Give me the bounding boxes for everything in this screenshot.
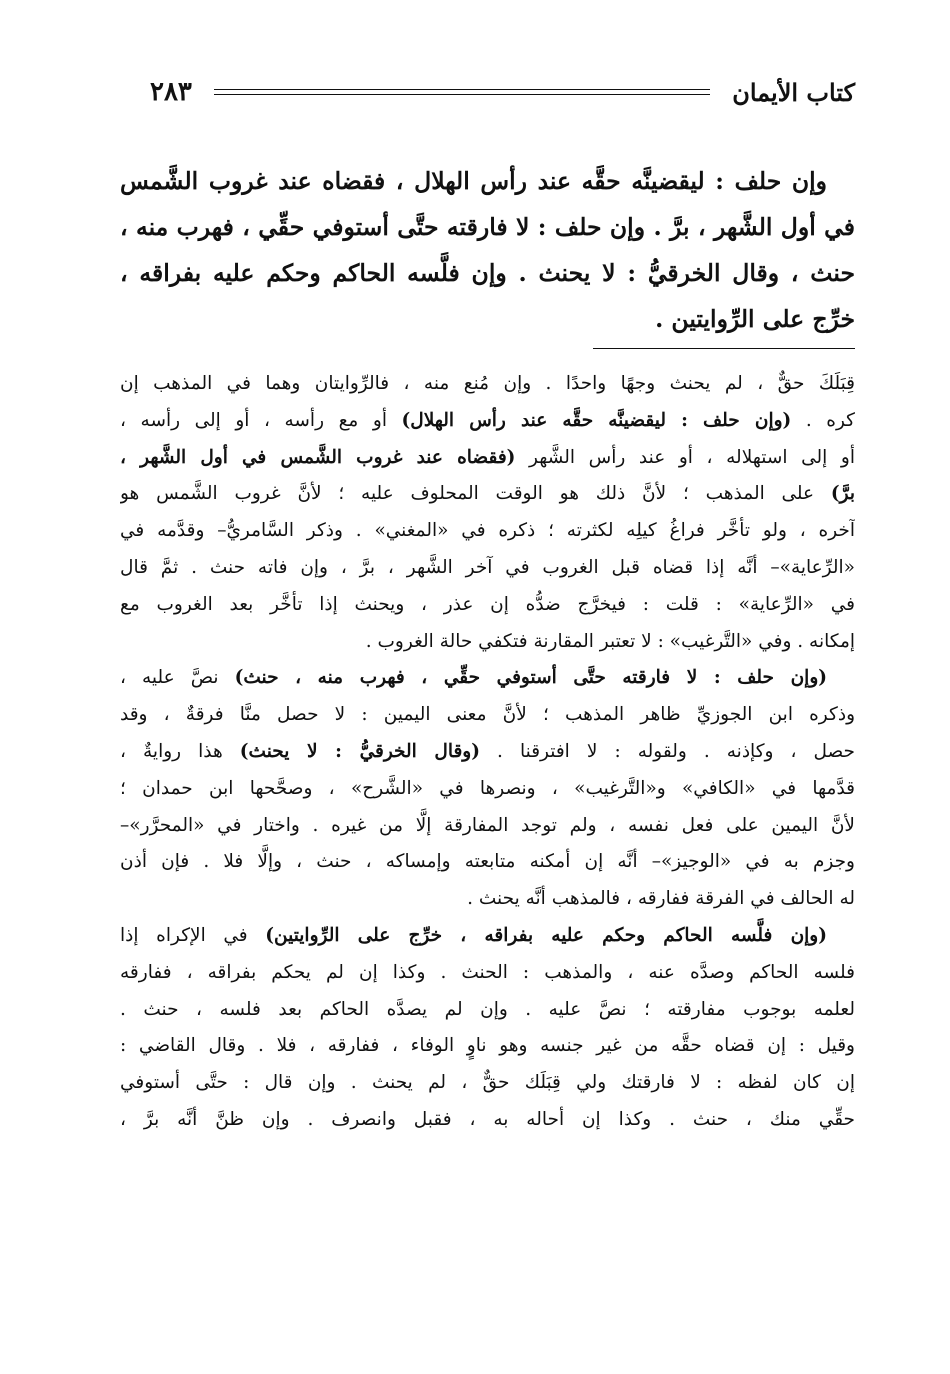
commentary-line — [120, 660, 855, 697]
commentary-run: كره . — [791, 409, 855, 431]
quoted-main-text: (وإن فلَّسه الحاكم وحكم عليه بفراقه ، خرِّج على الرِّوايتين) — [265, 924, 827, 946]
commentary-line — [120, 440, 855, 477]
commentary-run: قدَّمها في «الكافي» و«التَّرغيب» ، ونصرها في «الشَّرح» ، وصحَّحها ابن حمدان ؛ — [120, 777, 855, 799]
footnote-separator — [593, 348, 855, 349]
quoted-main-text: (وقال الخرقيُّ : لا يحنث) — [239, 740, 480, 762]
commentary-line — [120, 1065, 855, 1102]
quoted-main-text: (وإن حلف : ليقضينَّه حقَّه عند رأس الهلال) — [401, 409, 792, 431]
commentary-run: على المذهب ؛ لأنَّ ذلك هو الوقت المحلوف عليه ؛ لأنَّ غروب الشَّمس هو — [120, 483, 831, 505]
quoted-main-text: برَّ) — [830, 483, 855, 505]
commentary-line — [120, 844, 855, 881]
commentary-line — [120, 1102, 855, 1139]
commentary-run: حصل ، وكإذنه . ولقوله : لا افترقنا . — [480, 740, 855, 762]
commentary-line — [120, 734, 855, 771]
commentary-run: هذا روايةٌ ، — [120, 740, 240, 762]
commentary-line — [120, 513, 855, 550]
commentary-run: آخره ، ولو تأخَّر فراغُ كيلِه لكثرته ؛ ذكره في «المغني» . وذكر السَّامريُّ– وقدَّمه في — [120, 520, 855, 542]
commentary-line — [120, 550, 855, 587]
main-text-line: حنث ، وقال الخرقيُّ : لا يحنث . وإن فلَّسه الحاكم وحكم عليه بفراقه ، — [120, 259, 855, 287]
commentary-line — [120, 476, 855, 513]
page-header — [150, 72, 855, 112]
commentary-line — [120, 366, 855, 403]
commentary-line — [120, 587, 855, 624]
main-text-line: في أول الشَّهر ، برَّ . وإن حلف : لا فارقته حتَّى أستوفي حقِّي ، فهرب منه ، — [120, 213, 855, 241]
main-text-line: وإن حلف : ليقضينَّه حقَّه عند رأس الهلال ، فقضاه عند غروب الشَّمس — [120, 167, 827, 195]
commentary-run: أو مع رأسه ، أو إلى رأسه ، — [120, 409, 402, 431]
commentary-run: أو إلى استهلاله ، أو عند رأس الشَّهر — [515, 446, 855, 468]
commentary-line — [120, 624, 855, 661]
commentary-run: نصَّ عليه ، — [120, 667, 235, 689]
commentary-run: حقِّي منك ، حنث . وكذا إن أحاله به ، فقبل وانصرف . وإن ظنَّ أنَّه برَّ ، — [120, 1108, 855, 1130]
commentary-line — [120, 881, 855, 918]
commentary-line — [120, 955, 855, 992]
commentary-run: وجزم به في «الوجيز»– أنَّه إن أمكنه متابعته وإمساكه ، حنث ، وإلَّا فلا . فإن أذن — [120, 851, 855, 873]
quoted-main-text: (وإن حلف : لا فارقته حتَّى أستوفي حقِّي ، فهرب منه ، حنث) — [234, 667, 828, 689]
main-text — [120, 158, 855, 342]
commentary-run: وقيل : إن قضاه حقَّه من غير جنسه وهو ناوٍ الوفاء ، ففارقه ، فلا . وقال القاضي : — [120, 1035, 855, 1057]
commentary-line — [120, 771, 855, 808]
header-rule — [214, 89, 710, 95]
quoted-main-text: (فقضاه عند غروب الشَّمس في أول الشَّهر ، — [120, 446, 516, 468]
commentary-line — [120, 697, 855, 734]
commentary-line — [120, 1028, 855, 1065]
commentary-line — [120, 992, 855, 1029]
running-title: كتاب الأيمان — [732, 77, 855, 107]
commentary-run: «الرِّعاية»– أنَّه إذا قضاه قبل الغروب في آخر الشَّهر ، برَّ ، وإن فاته حنث . ثمَّ قال — [120, 556, 855, 578]
commentary-run: لأنَّ اليمين على فعل نفسه ، ولم توجد المفارقة إلَّا من غيره . واختار في «المحرَّر»– — [120, 814, 855, 836]
commentary-run: في الإكراه إذا — [120, 924, 266, 946]
commentary-line — [120, 918, 855, 955]
commentary-line — [120, 808, 855, 845]
commentary-run: إن كان لفظه : لا فارقتك ولي قِبَلَك حقٌّ ، لم يحنث . وإن قال : حتَّى أستوفي — [120, 1072, 855, 1094]
main-text-line: خرِّج على الرِّوايتين . — [655, 305, 855, 333]
commentary-run: لعلمه بوجوب مفارقته ؛ نصَّ عليه . وإن لم يصدَّه الحاكم بعد فلسه ، حنث . — [120, 998, 855, 1020]
commentary-run: إمكانه . وفي «التَّرغيب» : لا تعتبر المقارنة فتكفي حالة الغروب . — [365, 630, 855, 652]
page-number: ٢٨٣ — [150, 77, 192, 107]
commentary-run: فلسه الحاكم وصدَّه عنه ، والمذهب : الحنث . وكذا إن لم يحكم بفراقه ، ففارقه — [120, 961, 855, 983]
commentary-run: في «الرِّعاية» : قلت : فيخرَّج ضدُّه إن عذر ، ويحنث إذا تأخَّر بعد الغروب مع — [120, 593, 855, 615]
commentary-text — [120, 366, 855, 1139]
commentary-run: له الحالف في الفرقة ففارقه ، فالمذهب أنَّه يحنث . — [467, 888, 855, 910]
commentary-run: وذكره ابن الجوزيِّ ظاهر المذهب ؛ لأنَّ معنى اليمين : لا حصل منَّا فرقةٌ ، وقد — [120, 704, 855, 726]
commentary-line — [120, 403, 855, 440]
commentary-run: قِبَلَكَ حقٌّ ، لم يحنث وجهًا واحدًا . وإن مُنع منه ، فالرِّوايتان وهما في المذهب إن — [120, 373, 855, 394]
